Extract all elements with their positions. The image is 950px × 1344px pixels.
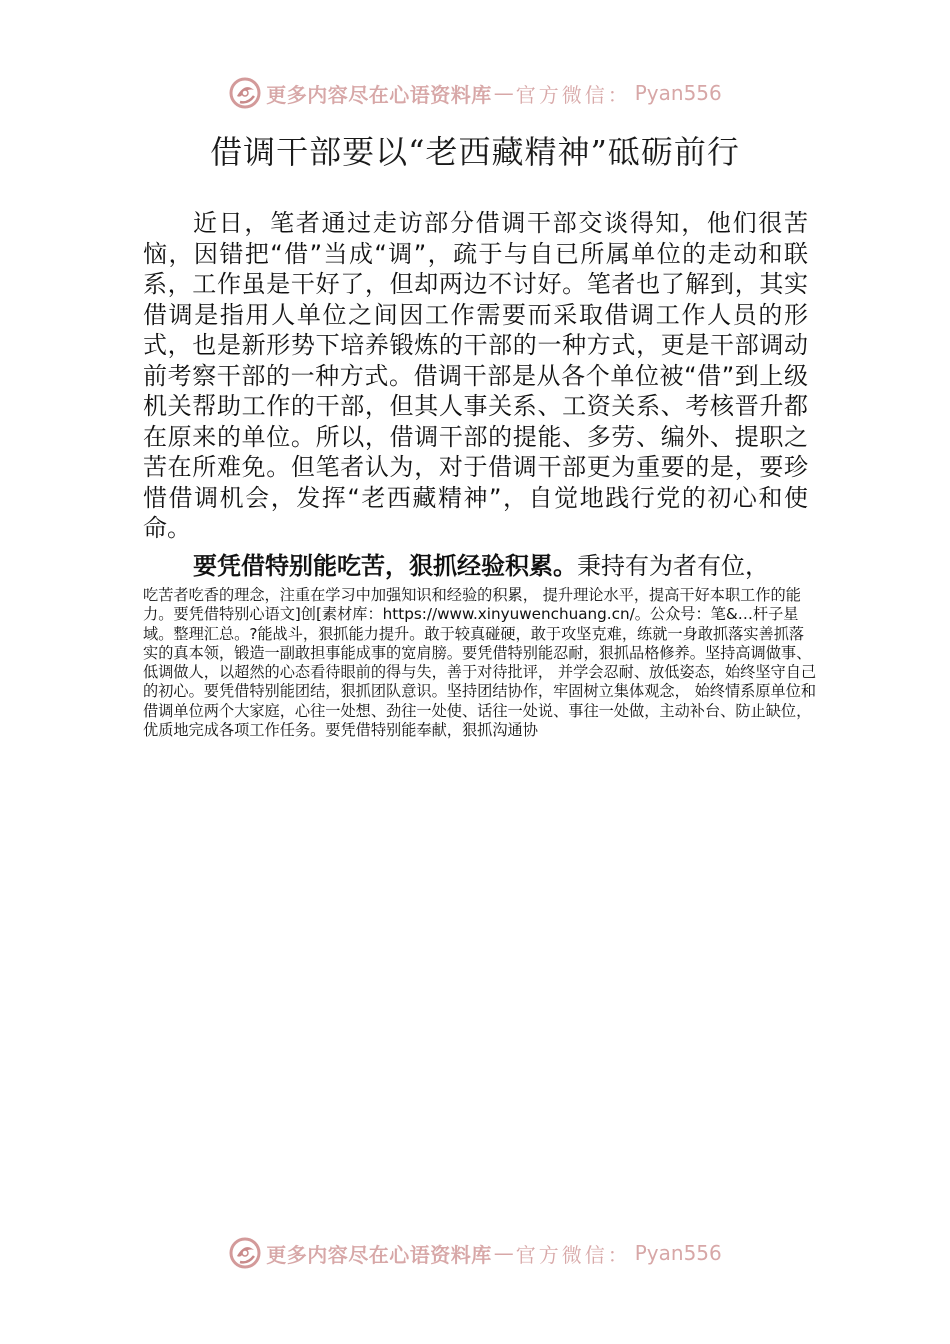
document-title: 借调干部要以“老西藏精神”砥砺前行 — [210, 133, 740, 171]
swirl-logo-icon — [228, 76, 262, 110]
paragraph-intro: 近日，笔者通过走访部分借调干部交谈得知，他们很苦恼，因错把“借”当成“调”，疏于与自已所属单位的走动和联系，工作虽是干好了，但却两边不讨好。笔者也了解到，其实借调是指用人单位之间因工作需要而采取借调工作人员的形式，也是新形势下培养锻炼的干部的一种方式，更是干部调动前考察干部的一种方式。借调干部是从各个单位被“借”到上级机关帮助工作的干部，但其人事关系、工资关系、考核晋升都在原来的单位。所以，借调干部的提能、多劳、编外、提职之苦在所难免。但笔者认为，对于借调干部更为重要的是，要珍惜借调机会，发挥“老西藏精神”，自觉地践行党的初心和使命。 — [143, 209, 808, 542]
banner-dash: — — [493, 1241, 514, 1265]
header-banner — [0, 73, 950, 113]
banner-text: 更多内容尽在心语资料库 — [266, 82, 492, 107]
footer-banner — [0, 1233, 950, 1273]
paragraph-lead-rest: 秉持有为者有位， — [577, 552, 769, 580]
banner-wechat-id: Pyan556 — [634, 1241, 722, 1265]
swirl-logo-icon — [228, 1236, 262, 1270]
banner-wechat-label: 官方微信： — [515, 82, 631, 107]
paragraph-section-one — [143, 551, 808, 582]
paragraph-lead-bold: 要凭借特别能吃苦，狠抓经验积累。 — [193, 552, 577, 580]
banner-wechat-label: 官方微信： — [515, 1242, 631, 1267]
banner-wechat-id: Pyan556 — [634, 81, 722, 105]
paragraph-continuation: 吃苦者吃香的理念，注重在学习中加强知识和经验的积累， 提升理论水平，提高干好本职工作的能力。要凭借特别心语文]创[素材库：https://www.xinyuwenchuang.cn/。公众号：笔&…杆子星域。整理汇总。?能战斗，狠抓能力提升。敢于较真碰硬，敢于攻坚克难，练就一身敢抓落实善抓落实的真本领，锻造一副敢担事能成事的宽肩膀。要凭借特别能忍耐，狠抓品格修养。坚持高调做事、低调做人，以超然的心态看待眼前的得与失，善于对待批评， 并学会忍耐、放低姿态，始终坚守自己的初心。要凭借特别能团结，狠抓团队意识。坚持团结协作，牢固树立集体观念， 始终情系原单位和借调单位两个大家庭，心往一处想、劲往一处使、话往一处说、事往一处做，主动补台、防止缺位， 优质地完成各项工作任务。要凭借特别能奉献，狠抓沟通协 — [143, 586, 817, 740]
banner-dash: — — [493, 81, 514, 105]
banner-text: 更多内容尽在心语资料库 — [266, 1242, 492, 1267]
